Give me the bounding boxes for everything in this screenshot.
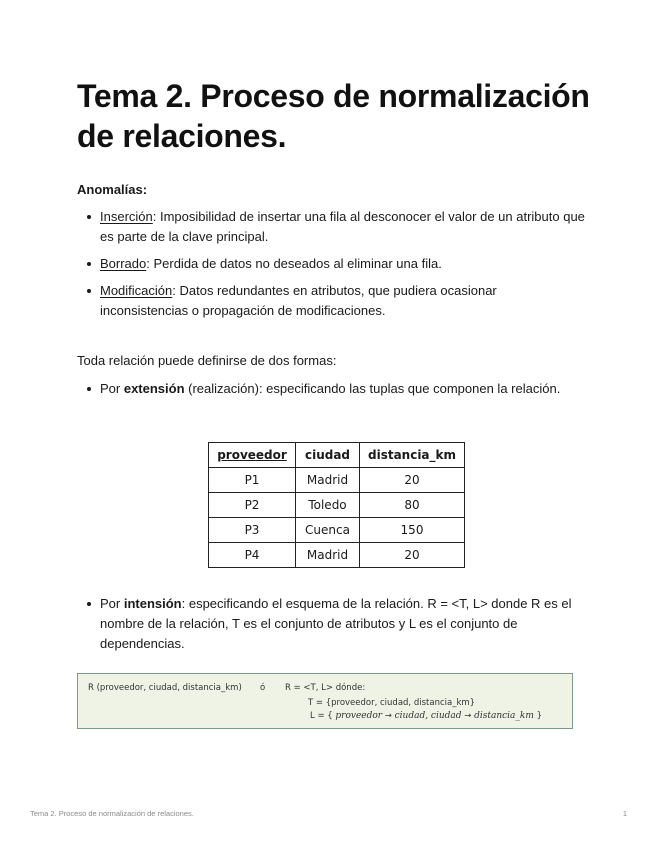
schema-or: ó xyxy=(260,683,266,693)
table-cell: P2 xyxy=(209,493,296,518)
schema-dependencies xyxy=(310,711,542,721)
table-cell: Toledo xyxy=(296,493,360,518)
list-item xyxy=(77,281,587,321)
intro-paragraph: Toda relación puede definirse de dos formas: xyxy=(77,353,337,368)
schema-relation: R (proveedor, ciudad, distancia_km) xyxy=(88,683,242,693)
form-prefix: Por xyxy=(100,596,124,611)
extension-list xyxy=(77,379,587,406)
anomaly-term: Borrado xyxy=(100,256,147,271)
anomalies-heading xyxy=(77,182,147,198)
table-row xyxy=(209,468,465,493)
list-item xyxy=(77,594,587,654)
schema-dep-lhs: proveedor xyxy=(335,711,383,721)
table-cell: 20 xyxy=(360,543,465,568)
table-cell: 20 xyxy=(360,468,465,493)
table-header-row xyxy=(209,443,465,468)
anomaly-description: : Perdida de datos no deseados al eliminar una fila. xyxy=(146,256,442,271)
table-cell: 150 xyxy=(360,518,465,543)
table-row xyxy=(209,518,465,543)
footer-title: Tema 2. Proceso de normalización de relaciones. xyxy=(30,809,194,818)
table-row xyxy=(209,493,465,518)
form-description: : especificando el esquema de la relación. R = <T, L> donde R es el nombre de la relación, T es el conjunto de atributos y L es el conjunto de dependencias. xyxy=(100,596,572,651)
anomaly-term: Modificación xyxy=(100,283,173,298)
anomaly-description: : Imposibilidad de insertar una fila al desconocer el valor de un atributo que es parte de la clave principal. xyxy=(100,209,585,244)
list-item xyxy=(77,207,587,247)
anomalies-heading-text: Anomalías xyxy=(77,182,143,197)
schema-dep-rhs: distancia_km xyxy=(474,711,534,721)
table-cell: P3 xyxy=(209,518,296,543)
schema-dep-mid: ciudad, ciudad xyxy=(394,711,462,721)
relation-table xyxy=(208,442,465,568)
form-description: (realización): especificando las tuplas que componen la relación. xyxy=(184,381,561,396)
schema-definition: R = <T, L> dónde: xyxy=(285,683,366,693)
table-cell: Cuenca xyxy=(296,518,360,543)
table-header-cell: proveedor xyxy=(209,443,296,468)
schema-dep-close: } xyxy=(536,711,543,721)
form-term: extensión xyxy=(123,381,185,396)
table-cell: Madrid xyxy=(296,468,360,493)
form-term: intensión xyxy=(123,596,182,611)
page-title: Tema 2. Proceso de normalización de relaciones. xyxy=(77,78,590,154)
intension-list xyxy=(77,594,587,661)
schema-dep-open: L = { xyxy=(310,711,333,721)
schema-attributes: T = {proveedor, ciudad, distancia_km} xyxy=(308,698,476,708)
list-item xyxy=(77,379,587,399)
table-cell: Madrid xyxy=(296,543,360,568)
anomalies-heading-colon: : xyxy=(142,182,148,197)
page-number: 1 xyxy=(622,809,627,818)
table-cell: P4 xyxy=(209,543,296,568)
table-header-cell: ciudad xyxy=(296,443,360,468)
table-cell: P1 xyxy=(209,468,296,493)
table-cell: 80 xyxy=(360,493,465,518)
arrow-icon: → xyxy=(384,711,392,721)
schema-box xyxy=(77,673,573,729)
table-header-cell: distancia_km xyxy=(360,443,465,468)
table-row xyxy=(209,543,465,568)
arrow-icon: → xyxy=(464,711,472,721)
anomalies-list xyxy=(77,207,587,328)
form-prefix: Por xyxy=(100,381,124,396)
anomaly-term: Inserción xyxy=(100,209,153,224)
list-item xyxy=(77,254,587,274)
anomaly-description: : Datos redundantes en atributos, que pudiera ocasionar inconsistencias o propagación de modificaciones. xyxy=(100,283,497,318)
